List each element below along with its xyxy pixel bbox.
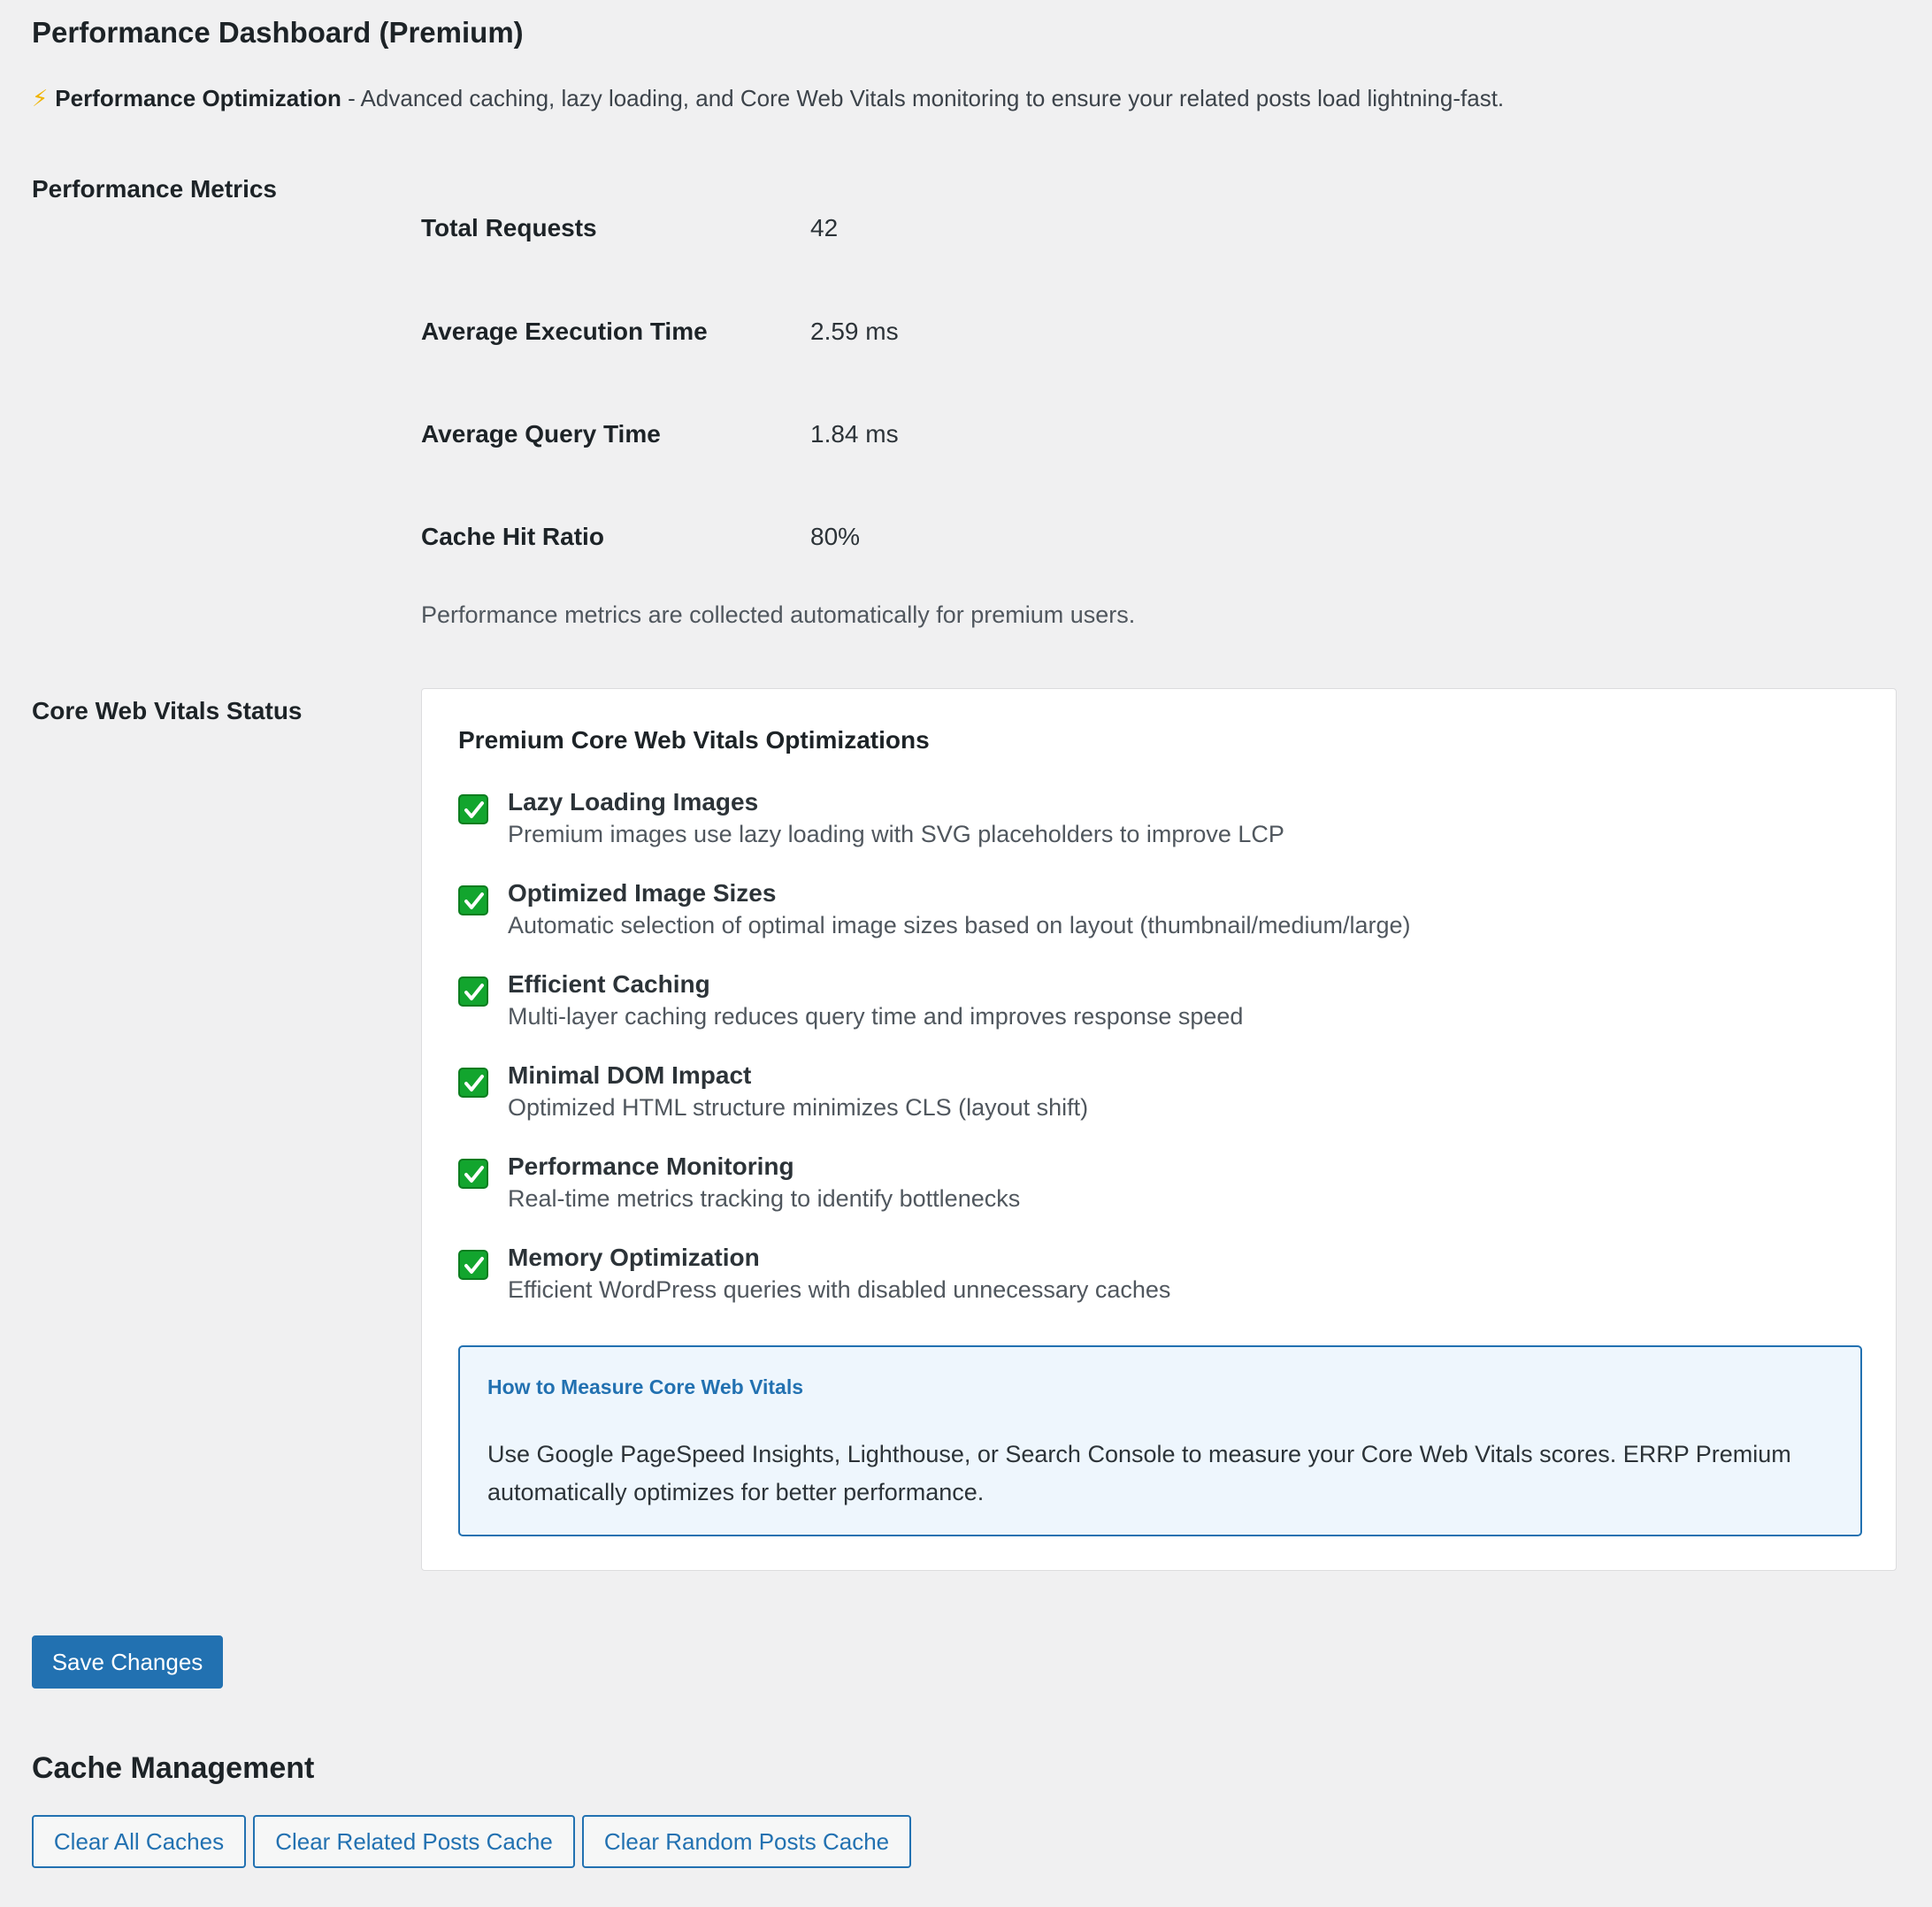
metric-row-cache-hit-ratio [421,523,1217,558]
feature-description: Premium images use lazy loading with SVG placeholders to improve LCP [508,821,1284,847]
feature-item-performance-monitoring [458,1153,1856,1223]
check-mark-icon [458,1068,488,1098]
feature-item-efficient-caching [458,970,1856,1041]
save-changes-button[interactable]: Save Changes [32,1635,223,1689]
clear-related-posts-cache-button[interactable]: Clear Related Posts Cache [253,1815,575,1868]
feature-item-minimal-dom-impact [458,1061,1856,1132]
feature-item-memory-optimization [458,1244,1856,1314]
check-mark-icon [458,794,488,824]
feature-description: Multi-layer caching reduces query time and improves response speed [508,1003,1244,1030]
feature-item-optimized-image-sizes [458,879,1856,950]
feature-description: Automatic selection of optimal image sizes based on layout (thumbnail/medium/large) [508,912,1411,938]
core-web-vitals-card [421,688,1897,1571]
check-mark-icon [458,976,488,1007]
metric-label: Cache Hit Ratio [421,523,604,550]
feature-title: Lazy Loading Images [508,788,759,816]
info-box [458,1345,1862,1536]
check-mark-icon [458,885,488,915]
metrics-description: Performance metrics are collected automatically for premium users. [421,601,1136,628]
feature-description: Efficient WordPress queries with disabled unnecessary caches [508,1276,1171,1303]
check-mark-icon [458,1159,488,1189]
feature-title: Performance Monitoring [508,1153,794,1180]
cache-management-heading: Cache Management [32,1751,315,1785]
intro-bold: Performance Optimization [55,85,341,111]
intro-text [32,85,1504,112]
core-web-vitals-label: Core Web Vitals Status [32,697,303,724]
metric-value: 42 [810,214,839,241]
metric-row-average-query-time [421,420,1217,456]
metric-value: 1.84 ms [810,420,899,448]
metric-row-total-requests [421,214,1217,249]
feature-title: Efficient Caching [508,970,710,998]
clear-all-caches-button[interactable]: Clear All Caches [32,1815,246,1868]
feature-description: Optimized HTML structure minimizes CLS (layout shift) [508,1094,1089,1121]
metric-label: Average Query Time [421,420,661,448]
card-title: Premium Core Web Vitals Optimizations [458,726,930,754]
performance-metrics-label: Performance Metrics [32,175,278,203]
lightning-bolt-icon: ⚡ [32,85,49,111]
info-box-text: Use Google PageSpeed Insights, Lighthouse, or Search Console to measure your Core Web Vitals scores. ERRP Premium automatically optimizes for better performance. [487,1441,1791,1505]
clear-random-posts-cache-button[interactable]: Clear Random Posts Cache [582,1815,911,1868]
info-box-title: How to Measure Core Web Vitals [487,1375,804,1398]
metric-value: 80% [810,523,861,550]
feature-title: Optimized Image Sizes [508,879,777,907]
feature-description: Real-time metrics tracking to identify bottlenecks [508,1185,1021,1212]
check-mark-icon [458,1250,488,1280]
intro-description: - Advanced caching, lazy loading, and Core Web Vitals monitoring to ensure your related posts load lightning-fast. [341,85,1505,111]
feature-item-lazy-loading [458,788,1856,859]
page-title: Performance Dashboard (Premium) [32,16,524,49]
metric-value: 2.59 ms [810,318,899,345]
feature-title: Minimal DOM Impact [508,1061,752,1089]
metric-label: Total Requests [421,214,597,241]
metric-label: Average Execution Time [421,318,708,345]
metric-row-average-execution-time [421,318,1217,353]
feature-title: Memory Optimization [508,1244,760,1271]
